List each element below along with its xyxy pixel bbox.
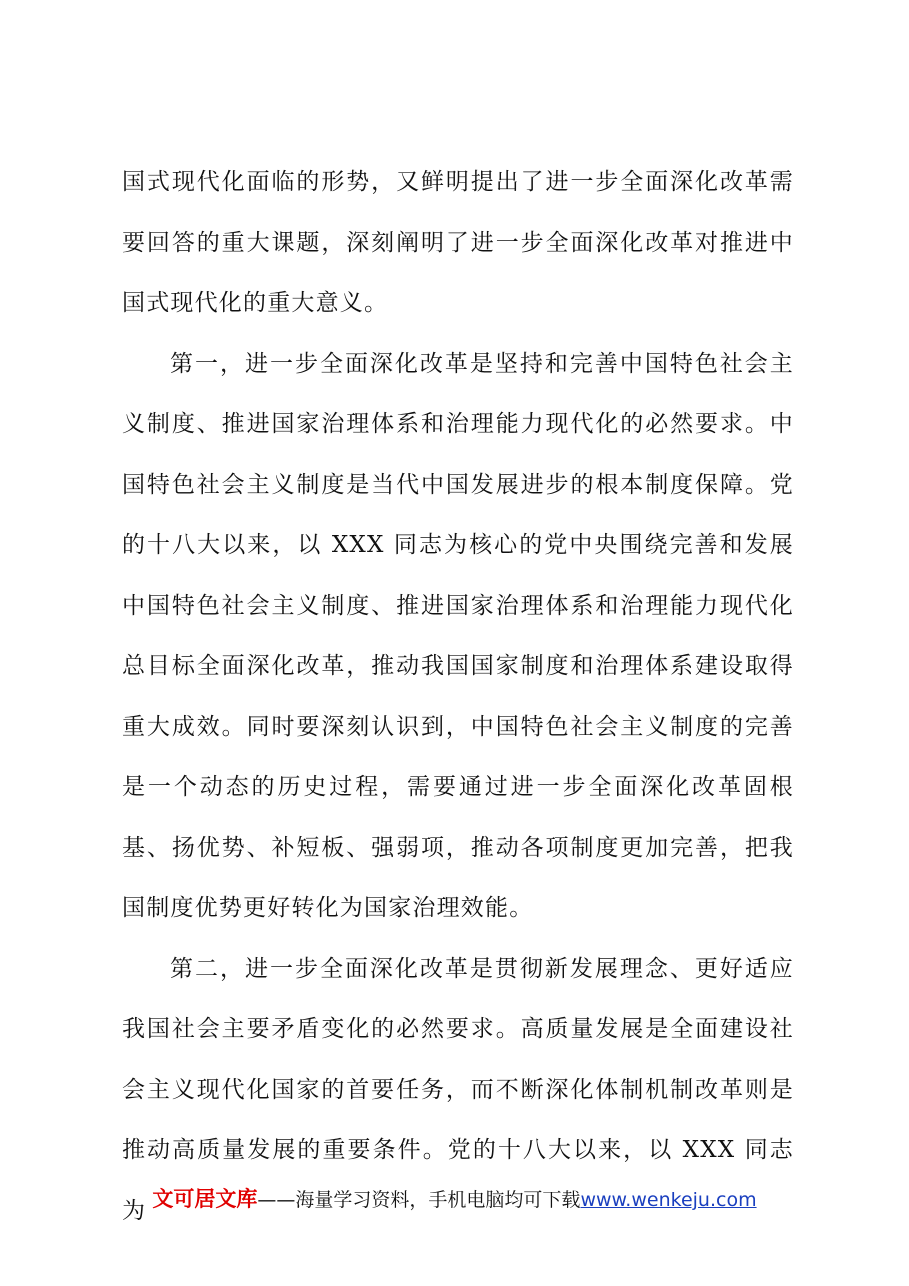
footer-website-link[interactable]: www.wenkeju.com xyxy=(580,1189,757,1211)
footer-banner xyxy=(0,1183,909,1213)
paragraph-second-point: 第二，进一步全面深化改革是贯彻新发展理念、更好适应我国社会主要矛盾变化的必然要求。高质量发展是全面建设社会主义现代化国家的首要任务，而不断深化体制机制改革则是推动高质量发展的重要条件。党的十八大以来，以 XXX 同志为 xyxy=(122,955,794,1224)
footer-slogan: ——海量学习资料，手机电脑均可下载 xyxy=(257,1189,581,1211)
footer-brand: 文可居文库 xyxy=(152,1187,258,1211)
paragraph-continuation: 国式现代化面临的形势，又鲜明提出了进一步全面深化改革需要回答的重大课题，深刻阐明了进一步全面深化改革对推进中国式现代化的重大意义。 xyxy=(122,169,794,316)
paragraph-first-point: 第一，进一步全面深化改革是坚持和完善中国特色社会主义制度、推进国家治理体系和治理能力现代化的必然要求。中国特色社会主义制度是当代中国发展进步的根本制度保障。党的十八大以来，以 XXX 同志为核心的党中央围绕完善和发展中国特色社会主义制度、推进国家治理体系和治理能力现代化总目标全面深化改革，推动我国国家制度和治理体系建设取得重大成效。同时要深刻认识到，中国特色社会主义制度的完善是一个动态的历史过程，需要通过进一步全面深化改革固根基、扬优势、补短板、强弱项，推动各项制度更加完善，把我国制度优势更好转化为国家治理效能。 xyxy=(122,350,794,921)
document-body xyxy=(122,152,794,1241)
